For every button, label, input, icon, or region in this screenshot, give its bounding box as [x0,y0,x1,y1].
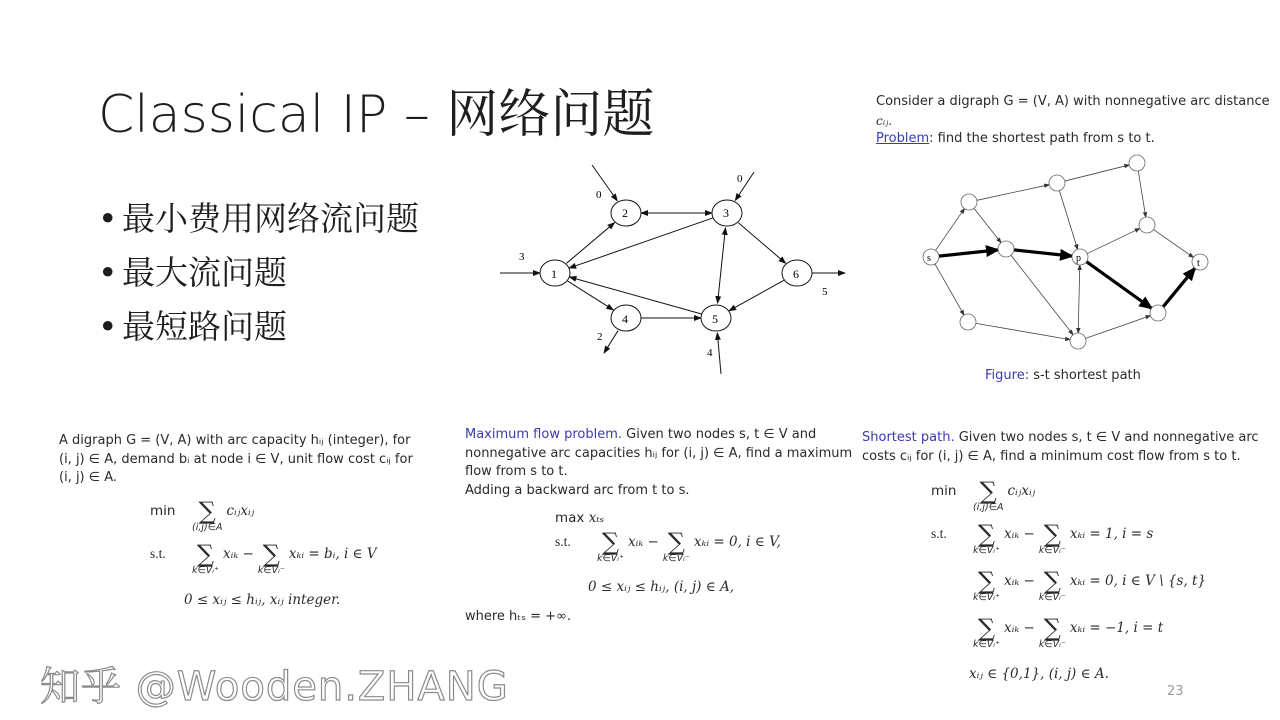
graph-node [998,241,1014,257]
sum-limit: (i,j)∈A [192,522,223,533]
sum-limit: k∈Vᵢ⁻ [1038,639,1066,650]
mcf-description [59,432,413,488]
sum-symbol: ∑ k∈Vᵢ⁺ [973,520,1000,556]
sum-symbol: ∑ (i,j)∈A [192,497,223,533]
graph-node [1049,175,1065,191]
sp-line: Given two nodes s, t ∈ V and nonnegative arc [954,430,1259,445]
sum-symbol: ∑ k∈Vᵢ⁺ [973,614,1000,650]
graph-node [960,314,976,330]
sum-symbol: ∑ k∈Vᵢ⁻ [1038,614,1066,650]
constraint-expr: xₖᵢ = 0, i ∈ V \ {s, t} [1069,573,1207,589]
page-number: 23 [1167,684,1184,699]
maxflow-constraint-2: 0 ≤ xᵢⱼ ≤ hᵢⱼ, (i, j) ∈ A, [588,579,735,595]
graph-node [961,194,977,210]
constraint-expr: xᵢₖ − [628,534,659,550]
node-label: 1 [551,267,557,281]
mcf-constraint-2: 0 ≤ xᵢⱼ ≤ hᵢⱼ, xᵢⱼ integer. [184,592,341,608]
sum-limit: k∈Vᵢ⁺ [973,592,1000,603]
sp-constraint-2 [969,567,1207,603]
mcf-objective [150,497,255,533]
constraint-expr: xᵢₖ − [1004,526,1035,542]
constraint-expr: xₖᵢ = 0, i ∈ V, [693,534,781,550]
maxflow-where: where hₜₛ = +∞. [465,609,571,624]
edge-arrow [738,223,785,263]
sum-limit: k∈Vᵢ⁺ [192,565,219,576]
edge-arrow [729,280,784,310]
maxflow-line: flow from s to t. [465,464,568,479]
node-label-s: s [927,253,931,264]
graph-node [1192,254,1208,270]
sum-limit: k∈Vᵢ⁺ [973,639,1000,650]
watermark: 知乎 @Wooden.ZHANG [40,664,509,710]
edge-arrow [935,264,964,315]
sum-limit: (i,j)∈A [973,502,1004,513]
objective-expr: cᵢⱼxᵢⱼ [1007,483,1036,499]
edge-arrow [974,208,1001,242]
sp-heading: Shortest path. [862,430,955,445]
sum-symbol: ∑ k∈Vᵢ⁻ [1038,520,1066,556]
sp-problem-line [876,130,1155,149]
mcf-line: (i, j) ∈ A. [59,470,118,485]
supply-label: 3 [519,251,525,263]
supply-label: 2 [597,331,603,343]
node-label: 4 [622,312,628,326]
sum-limit: k∈Vᵢ⁺ [597,553,624,564]
edge-arrow [939,250,998,256]
supply-label: 0 [596,189,602,201]
sum-symbol: ∑ k∈Vᵢ⁻ [1038,567,1066,603]
min-label: min [931,483,957,499]
edge-arrow [566,223,614,264]
constraint-expr: xᵢₖ − [1004,620,1035,636]
st-label: s.t. [555,534,571,549]
objective-expr: xₜₛ [588,510,605,526]
caption-text: s-t shortest path [1029,368,1141,383]
mcf-constraint-1 [150,540,377,576]
supply-label: 0 [737,173,743,185]
sum-limit: k∈Vᵢ⁻ [1038,592,1066,603]
sp-intro-line1: Consider a digraph G = (V, A) with nonnegative arc distance [876,94,1270,109]
maxflow-objective [555,510,604,526]
maxflow-description [465,426,852,500]
constraint-expr: xₖᵢ = 1, i = s [1069,526,1154,542]
sum-symbol: ∑ k∈Vᵢ⁺ [597,528,624,564]
supply-label: 5 [822,286,828,298]
sp-objective [931,477,1036,513]
constraint-expr: xₖᵢ = −1, i = t [1069,620,1164,636]
edge-arrow [604,331,618,353]
bullet-text: 最大流问题 [122,253,287,292]
graph-node [1150,305,1166,321]
maxflow-line: Adding a backward arc from t to s. [465,482,690,498]
edge-arrow [1163,268,1195,307]
max-label: max [555,510,585,526]
sum-symbol: ∑ k∈Vᵢ⁻ [662,528,690,564]
sp-constraint-3 [969,614,1164,650]
node-label: 5 [712,312,718,326]
edge-arrow [977,185,1049,201]
objective-expr: cᵢⱼxᵢⱼ [226,503,255,519]
node-label: 3 [723,206,729,220]
bullet-icon: • [98,253,118,292]
edge-arrow [1087,228,1140,253]
sp-constraint-4: xᵢⱼ ∈ {0,1}, (i, j) ∈ A. [969,666,1109,682]
edge-arrow [717,333,721,374]
edge-arrow [936,209,965,251]
figure-caption [985,367,1141,386]
sum-limit: k∈Vᵢ⁻ [257,565,285,576]
constraint-expr: xᵢₖ − [1004,573,1035,589]
node-label: 6 [793,267,799,281]
edge-arrow [1014,250,1072,256]
graph-node [923,249,939,265]
slide-title: Classical IP – 网络问题 [98,85,655,145]
edge-arrow [1078,265,1080,333]
edge-arrow [1011,255,1073,334]
node-label-p: p [1076,253,1081,264]
edge-arrow [1059,191,1077,250]
node-label: 2 [622,206,628,220]
graph-node [1139,217,1155,233]
maxflow-constraint-1 [555,528,781,564]
constraint-expr: xᵢₖ − [223,546,254,562]
edge-arrow [718,228,726,303]
maxflow-line: nonnegative arc capacities hᵢⱼ for (i, j) ∈ A, find a maximum [465,445,853,461]
min-label: min [150,503,176,519]
graph-node [1129,155,1145,171]
maxflow-heading: Maximum flow problem. [465,427,623,442]
sum-limit: k∈Vᵢ⁻ [662,553,690,564]
sum-symbol: ∑ (i,j)∈A [973,477,1004,513]
sp-intro-line2: cᵢⱼ. [876,114,893,128]
edge-arrow [568,281,614,310]
problem-label: Problem [876,131,930,146]
bullet-text: 最小费用网络流问题 [122,199,419,238]
edge-arrow [1154,230,1194,258]
graph-node [1070,333,1086,349]
bullet-icon: • [98,307,118,346]
sum-limit: k∈Vᵢ⁺ [973,545,1000,556]
edge-arrow [1138,171,1145,217]
caption-label: Figure: [985,368,1030,383]
edge-arrow [1086,316,1151,339]
shortest-path-graph [923,155,1208,349]
mcf-line: A digraph G = (V, A) with arc capacity hᵢⱼ (integer), for [59,433,411,448]
problem-text: : find the shortest path from s to t. [929,131,1155,146]
node-label-t: t [1197,258,1200,269]
bullet-icon: • [98,199,118,238]
supply-label: 4 [707,347,713,359]
sum-symbol: ∑ k∈Vᵢ⁺ [973,567,1000,603]
edge-arrow [976,323,1070,339]
sp-line: costs cᵢⱼ for (i, j) ∈ A, find a minimum cost flow from s to t. [862,448,1241,464]
edge-arrow [1065,165,1129,181]
bullet-text: 最短路问题 [122,307,287,346]
sp-constraint-1 [931,520,1154,556]
st-label: s.t. [150,546,166,561]
maxflow-line: Given two nodes s, t ∈ V and [622,427,817,442]
sum-symbol: ∑ k∈Vᵢ⁻ [257,540,285,576]
sum-symbol: ∑ k∈Vᵢ⁺ [192,540,219,576]
edge-arrow [1086,262,1151,309]
constraint-expr: xₖᵢ = bᵢ, i ∈ V [288,546,377,562]
sp-description [862,429,1259,466]
st-label: s.t. [931,526,947,541]
sum-limit: k∈Vᵢ⁻ [1038,545,1066,556]
mcf-line: (i, j) ∈ A, demand bᵢ at node i ∈ V, unit flow cost cᵢⱼ for [59,451,413,467]
